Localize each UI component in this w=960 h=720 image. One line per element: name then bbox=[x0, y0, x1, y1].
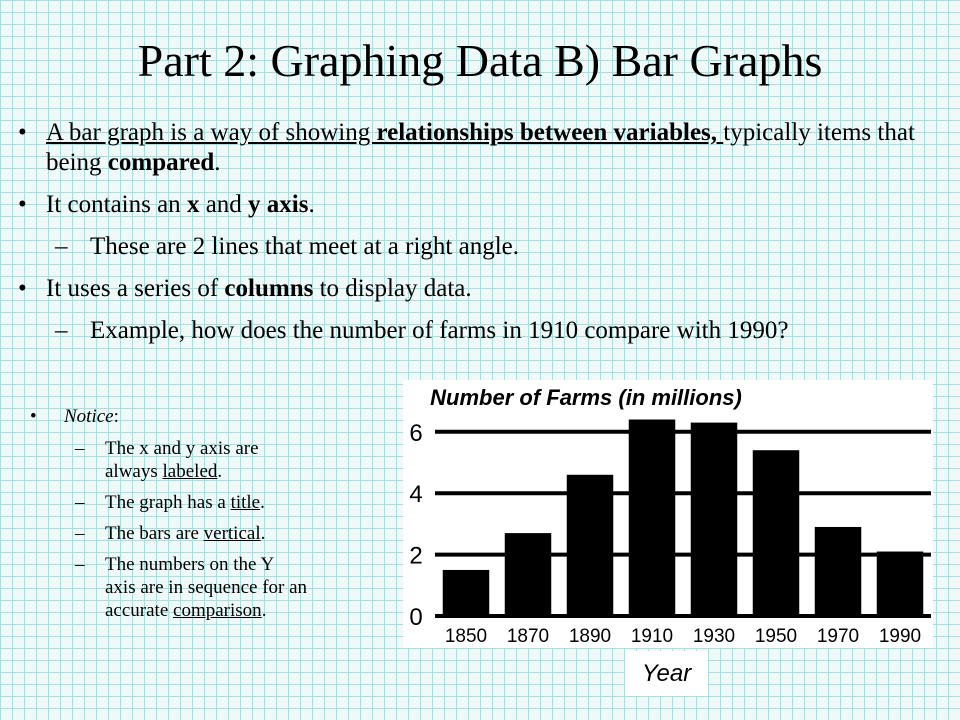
notice-item-labeled: – The x and y axis are always labeled. bbox=[75, 438, 259, 482]
dash-marker: – bbox=[55, 317, 68, 344]
y-tick-label: 0 bbox=[409, 604, 423, 631]
bar-1850 bbox=[443, 570, 490, 616]
sub-bullet-example: – Example, how does the number of farms in 1910 compare with 1990? bbox=[55, 317, 789, 344]
bar-1950 bbox=[753, 450, 800, 616]
notice-heading: • Notice: bbox=[30, 406, 119, 427]
bar-1970 bbox=[815, 527, 862, 616]
y-tick-label: 4 bbox=[409, 481, 423, 509]
bar-1910 bbox=[629, 420, 676, 616]
bar-1990 bbox=[877, 552, 924, 616]
x-tick-label: 1930 bbox=[692, 626, 736, 647]
x-tick-label: 1850 bbox=[444, 626, 488, 647]
bar-1930 bbox=[691, 423, 738, 616]
x-tick-label: 1910 bbox=[630, 626, 674, 647]
definition-text: A bar graph is a way of showing relationships between variables, bbox=[46, 119, 718, 146]
bullet-dot: • bbox=[18, 191, 27, 218]
bullet-axes: • It contains an x and y axis. bbox=[18, 191, 315, 218]
bar-chart-svg bbox=[403, 380, 933, 648]
dash-marker: – bbox=[75, 523, 85, 544]
bar-1890 bbox=[567, 475, 614, 616]
y-tick-label: 2 bbox=[409, 542, 423, 570]
sub-bullet-axes: – These are 2 lines that meet at a right angle. bbox=[55, 233, 519, 260]
x-tick-label: 1970 bbox=[816, 626, 860, 647]
notice-item-title: – The graph has a title. bbox=[75, 492, 265, 513]
bullet-dot: • bbox=[18, 275, 27, 302]
bullet-columns: • It uses a series of columns to display data. bbox=[18, 275, 472, 302]
bullet-dot: • bbox=[18, 119, 27, 146]
bar-1870 bbox=[505, 533, 552, 616]
dash-marker: – bbox=[55, 233, 68, 260]
notice-item-sequence: – The numbers on the Y axis are in sequence for an accurate comparison. bbox=[75, 554, 308, 621]
x-axis-label: Year bbox=[625, 651, 708, 696]
bar-chart bbox=[403, 380, 933, 648]
x-tick-label: 1890 bbox=[568, 626, 612, 647]
y-tick-label: 6 bbox=[409, 419, 423, 447]
x-tick-label: 1870 bbox=[506, 626, 550, 647]
dash-marker: – bbox=[75, 492, 85, 513]
dash-marker: – bbox=[75, 438, 85, 459]
chart-title: Number of Farms (in millions) bbox=[430, 385, 742, 410]
dash-marker: – bbox=[75, 554, 85, 575]
notice-list bbox=[30, 405, 400, 630]
x-tick-label: 1950 bbox=[754, 626, 798, 647]
bullet-definition: • A bar graph is a way of showing relationships between variables, typically items that being compared. bbox=[18, 119, 915, 176]
x-tick-label: 1990 bbox=[878, 626, 922, 647]
notice-item-vertical: – The bars are vertical. bbox=[75, 523, 266, 544]
bullet-dot: • bbox=[30, 406, 37, 427]
slide-title: Part 2: Graphing Data B) Bar Graphs bbox=[137, 35, 823, 86]
bullet-list bbox=[18, 118, 923, 358]
